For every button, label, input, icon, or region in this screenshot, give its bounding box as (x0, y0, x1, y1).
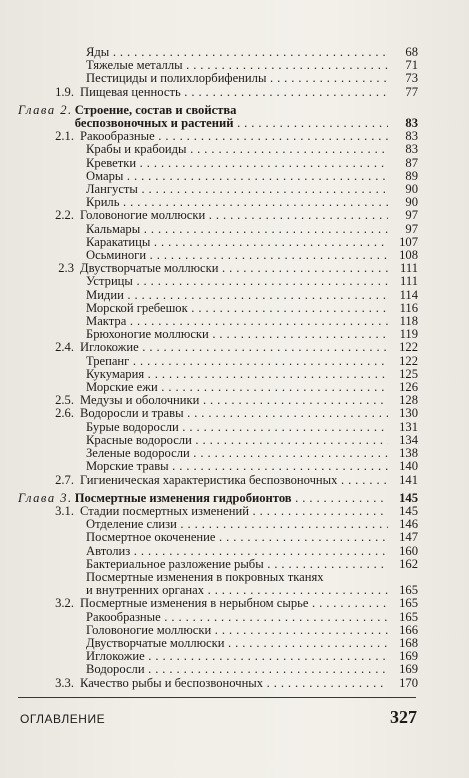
toc-entry-page: 73 (405, 71, 418, 86)
toc-entry-title: Креветки . . . (80, 157, 388, 170)
toc-item (18, 650, 418, 663)
toc-entry-title: Посмертные изменения в нерыбном сырье . . . (80, 597, 388, 610)
toc-entry-page: 162 (399, 556, 418, 571)
toc-item (18, 236, 418, 249)
toc-entry-title: Двустворчатые моллюски . . . (80, 262, 388, 275)
toc-entry-title: Брюхоногие моллюски . . . (80, 328, 388, 341)
toc-entry-title: Мактра . . . (80, 315, 388, 328)
toc-section-number: 3.3. (55, 675, 74, 690)
toc-entry-title: Медузы и оболочники . . . (80, 394, 388, 407)
toc-item (18, 518, 418, 531)
toc-entry-title: Кукумария . . . (80, 368, 388, 381)
toc-section (18, 474, 418, 487)
toc-entry-page: 90 (405, 195, 418, 210)
toc-item (18, 183, 418, 196)
toc-entry-title (75, 492, 388, 505)
toc-entry-page: 108 (399, 248, 418, 263)
toc-entry-page: 125 (399, 366, 418, 381)
toc-entry-title: Бактериальное разложение рыбы . . . (80, 558, 388, 571)
toc-section (18, 505, 418, 518)
toc-entry-title: Морские травы . . . (80, 460, 388, 473)
toc-entry-title: Бурые водоросли . . . (80, 421, 388, 434)
toc-entry-title: Лангусты . . . (80, 183, 388, 196)
toc-entry-title: Посмертное окоченение . . . (80, 531, 388, 544)
toc-entry-page: 97 (405, 208, 418, 223)
toc-entry-page: 130 (399, 406, 418, 421)
toc-item (18, 558, 418, 571)
toc-section (18, 597, 418, 610)
toc-entry-title: Пищевая ценность . . . (80, 86, 388, 99)
toc-entry-title: Гигиеническая характеристика беспозвоночных . . . (80, 474, 388, 487)
toc-chapter-title-line: беспозвоночных и растений . . . (75, 117, 388, 130)
toc-item-title-line: Посмертные изменения в покровных тканях (86, 570, 324, 584)
toc-entry-title: Иглокожие . . . (80, 341, 388, 354)
toc-item (18, 434, 418, 447)
toc-entry-page: 97 (405, 221, 418, 236)
toc-entry-title: Водоросли и травы . . . (80, 407, 388, 420)
toc-entry-title: Головоногие моллюски . . . (80, 209, 388, 222)
toc-entry-title: Морские ежи . . . (80, 381, 388, 394)
toc-item (18, 545, 418, 558)
toc-item (18, 249, 418, 262)
toc-entry-title: Мидии . . . (80, 289, 388, 302)
toc-entry-title (80, 571, 388, 597)
toc-item (18, 447, 418, 460)
toc-chapter-title-line: Строение, состав и свойства (74, 103, 237, 117)
toc-item (18, 637, 418, 650)
toc-item (18, 460, 418, 473)
toc-entry-page: 147 (399, 530, 418, 545)
toc-entry-title: Криль . . . (80, 196, 388, 209)
toc-entry-page: 126 (399, 380, 418, 395)
toc-entry-page: 83 (405, 129, 418, 144)
toc-entry-title (75, 104, 388, 130)
toc-entry-page: 145 (399, 503, 418, 518)
toc-entry-page: 122 (399, 353, 418, 368)
toc-entry-title: Качество рыбы и беспозвоночных . . . (80, 677, 388, 690)
toc-entry-page: 169 (399, 662, 418, 677)
toc-chapter (18, 492, 418, 505)
toc-item (18, 157, 418, 170)
toc-section-number: 2.5. (55, 393, 74, 408)
toc-section-number: 2.6. (55, 406, 74, 421)
toc-item (18, 531, 418, 544)
toc-section (18, 407, 418, 420)
toc-entry-page: 71 (405, 58, 418, 73)
toc-item (18, 302, 418, 315)
toc-section-number: 3.2. (55, 596, 74, 611)
toc-section (18, 341, 418, 354)
toc-entry-title: Морской гребешок . . . (80, 302, 388, 315)
toc-entry-page: 116 (399, 300, 418, 315)
toc-entry-title: Красные водоросли . . . (80, 434, 388, 447)
toc-entry-title: Каракатицы . . . (80, 236, 388, 249)
toc-entry-page: 138 (399, 446, 418, 461)
toc-entry-title: Головоногие моллюски . . . (80, 624, 388, 637)
toc-chapter-title-line: Посмертные изменения гидробионтов . . . (75, 492, 388, 505)
toc-entry-page: 169 (399, 649, 418, 664)
toc-item (18, 275, 418, 288)
toc-item (18, 170, 418, 183)
toc-entry-title: Трепанг . . . (80, 355, 388, 368)
toc-section (18, 209, 418, 222)
toc-item (18, 571, 418, 597)
toc-entry-title: Двустворчатые моллюски . . . (80, 637, 388, 650)
toc-item (18, 355, 418, 368)
toc-entry-page: 166 (399, 622, 418, 637)
toc-section-number: 1.9. (55, 84, 74, 99)
toc-entry-page: 111 (400, 261, 418, 276)
toc-section (18, 262, 418, 275)
toc-entry-title: Устрицы . . . (80, 275, 388, 288)
toc-entry-page: 89 (405, 168, 418, 183)
toc-item (18, 46, 418, 59)
toc-entry-title: Стадии посмертных изменений . . . (80, 505, 388, 518)
toc-entry-page: 134 (399, 432, 418, 447)
toc-section (18, 86, 418, 99)
toc-entry-title: Водоросли . . . (80, 663, 388, 676)
toc-section-number: 2.4. (55, 340, 74, 355)
toc-entry-title: Зеленые водоросли . . . (80, 447, 388, 460)
toc-item (18, 663, 418, 676)
toc-entry-page: 87 (405, 155, 418, 170)
toc-entry-title: Ракообразные . . . (80, 611, 388, 624)
toc-entry-title: Пестициды и полихлорбифенилы . . . (80, 72, 388, 85)
toc-item (18, 315, 418, 328)
toc-item (18, 624, 418, 637)
toc-item (18, 72, 418, 85)
toc-section-number: 2.1. (55, 129, 74, 144)
toc-entry-page: 165 (399, 583, 418, 598)
toc-section (18, 677, 418, 690)
toc-item (18, 421, 418, 434)
toc-item (18, 223, 418, 236)
toc-entry-page: 165 (399, 609, 418, 624)
toc-entry-page: 114 (399, 287, 418, 302)
toc-entry-page: 160 (399, 543, 418, 558)
toc-entry-page: 111 (400, 274, 418, 289)
toc-item (18, 368, 418, 381)
toc-entry-title: Отделение слизи . . . (80, 518, 388, 531)
toc-entry-page: 90 (405, 182, 418, 197)
toc-entry-page: 140 (399, 459, 418, 474)
toc-entry-title: Кальмары . . . (80, 223, 388, 236)
toc-item-title-line: и внутренних органах . . . (86, 584, 388, 597)
toc-entry-page: 77 (405, 84, 418, 99)
footer-rule (18, 697, 416, 698)
toc-entry-page: 165 (399, 596, 418, 611)
toc-entry-page: 83 (405, 116, 418, 131)
running-footer: ОГЛАВЛЕНИЕ (20, 712, 106, 726)
toc-item (18, 289, 418, 302)
toc-entry-title: Яды . . . (80, 46, 388, 59)
toc-item (18, 611, 418, 624)
toc-entry-title: Иглокожие . . . (80, 650, 388, 663)
toc-item (18, 196, 418, 209)
toc-chapter (18, 104, 418, 130)
toc-item (18, 381, 418, 394)
toc-section (18, 394, 418, 407)
page-number: 327 (390, 707, 417, 727)
toc-chapter-number: Глава 2. (18, 102, 73, 117)
toc-entry-page: 145 (399, 490, 418, 505)
toc-entry-page: 119 (399, 327, 418, 342)
toc-entry-page: 83 (405, 142, 418, 157)
toc-entry-page: 131 (399, 419, 418, 434)
toc-item (18, 59, 418, 72)
toc-entry-page: 118 (399, 314, 418, 329)
toc-section (18, 130, 418, 143)
toc-entry-page: 122 (399, 340, 418, 355)
toc-entry-title: Омары . . . (80, 170, 388, 183)
toc-entry-page: 141 (399, 472, 418, 487)
toc-entry-page: 68 (405, 45, 418, 59)
toc-entry-title: Автолиз . . . (80, 545, 388, 558)
toc-entry-page: 170 (399, 675, 418, 690)
toc-entry-page: 168 (399, 635, 418, 650)
toc-section-number: 3.1. (55, 503, 74, 518)
toc-item (18, 328, 418, 341)
toc-chapter-number: Глава 3. (18, 490, 73, 505)
toc-entry-page: 128 (399, 393, 418, 408)
toc-entry-title: Тяжелые металлы . . . (80, 59, 388, 72)
toc-entry-title: Крабы и крабоиды . . . (80, 143, 388, 156)
toc-section-number: 2.7. (55, 472, 74, 487)
toc-section-number: 2.2. (55, 208, 74, 223)
toc-entry-page: 107 (399, 234, 418, 249)
toc-entry-page: 146 (399, 517, 418, 532)
toc-section-number: 2.3 (58, 261, 74, 276)
toc-entry-title: Ракообразные . . . (80, 130, 388, 143)
toc-item (18, 143, 418, 156)
table-of-contents (18, 46, 418, 690)
toc-entry-title: Осьминоги . . . (80, 249, 388, 262)
